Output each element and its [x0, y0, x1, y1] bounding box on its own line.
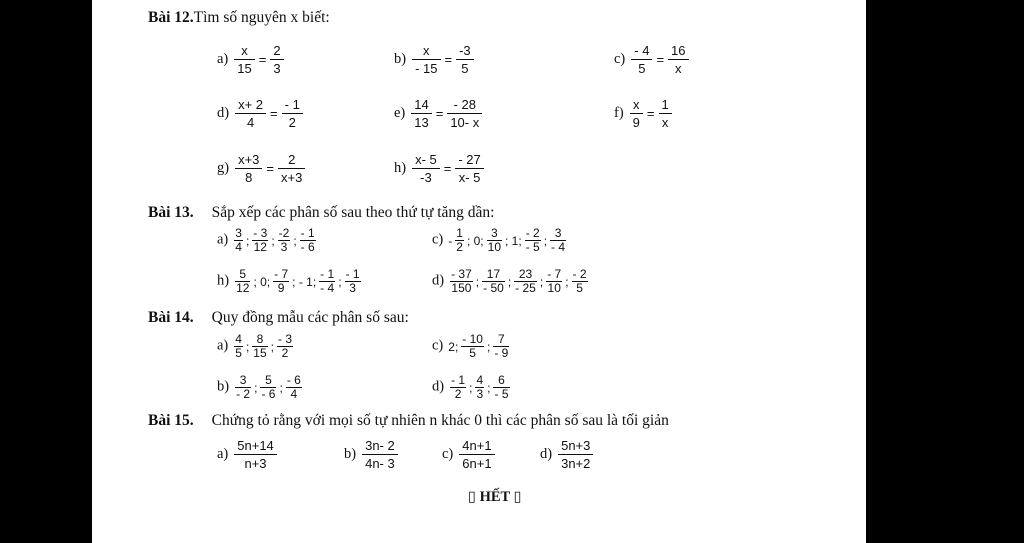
- bai13-title: Bài 13.: [148, 204, 194, 221]
- fraction: $\frac{6}{- 5}$: [494, 373, 509, 401]
- item-label: h): [217, 272, 230, 289]
- fraction: $\frac{x+3}{8}$: [235, 151, 262, 186]
- fraction: $\frac{- 27}{x- 5}$: [455, 151, 483, 186]
- fraction: $\frac{- 1}{2}$: [451, 373, 466, 401]
- fraction: $\frac{3n- 2}{4n- 3}$: [362, 437, 398, 472]
- fraction: $\frac{2}{x+3}$: [278, 151, 305, 186]
- item-label: b): [217, 378, 230, 395]
- bai13-title-line: [148, 204, 494, 222]
- fraction: $\frac{- 2}{5}$: [572, 267, 587, 295]
- bai14-item-d: d) $\frac{- 1}{2}$ ; $\frac{4}{3}$ ; $\frac{6}{- 5}$: [432, 373, 509, 401]
- bai12-item-a: a) $\frac{x}{15}$ = $\frac{2}{3}$: [217, 42, 286, 77]
- bai13-item-d: d) $\frac{- 37}{150}$ ; $\frac{17}{- 50}$ ; $\frac{23}{- 25}$ ; $\frac{- 7}{10}$ ; $\frac{- 2}{5}$: [432, 267, 587, 295]
- fraction: $\frac{- 1}{3}$: [345, 267, 360, 295]
- worksheet-page: [92, 0, 866, 543]
- fraction: $\frac{- 3}{2}$: [278, 332, 293, 360]
- bai15-heading: Chứng tỏ rằng với mọi số tự nhiên n khác 0 thì các phân số sau là tối giản: [211, 412, 669, 429]
- item-label: a): [217, 231, 229, 248]
- bai12-item-d: d) $\frac{x+ 2}{4}$ = $\frac{- 1}{2}$: [217, 96, 305, 131]
- item-label: c): [614, 50, 626, 67]
- fraction: $\frac{23}{- 25}$: [515, 267, 536, 295]
- fraction: $\frac{3}{10}$: [487, 226, 501, 254]
- fraction: $\frac{4n+1}{6n+1}$: [459, 437, 494, 472]
- fraction: $\frac{- 10}{5}$: [462, 332, 483, 360]
- fraction: $\frac{x}{- 15}$: [412, 42, 440, 77]
- item-label: h): [394, 159, 407, 176]
- bai14-item-c: c) 2; $\frac{- 10}{5}$ ; $\frac{7}{- 9}$: [432, 332, 509, 360]
- item-label: a): [217, 445, 229, 462]
- fraction: $\frac{4}{3}$: [476, 373, 484, 401]
- bai12-title: Bài 12.: [148, 9, 194, 26]
- item-label: b): [344, 445, 357, 462]
- bai15-item-d: [540, 437, 595, 472]
- fraction: $\frac{x- 5}{-3}$: [412, 151, 440, 186]
- bai14-title: Bài 14.: [148, 309, 194, 326]
- bai13-item-a: a) $\frac{3}{4}$ ; $\frac{- 3}{12}$ ; $\frac{-2}{3}$ ; $\frac{- 1}{- 6}$: [217, 226, 315, 254]
- fraction: $\frac{5n+3}{3n+2}$: [558, 437, 593, 472]
- bai15-item-b: [344, 437, 400, 472]
- fraction: $\frac{- 1}{2}$: [282, 96, 303, 131]
- fraction: $\frac{7}{- 9}$: [494, 332, 509, 360]
- fraction: $\frac{-2}{3}$: [278, 226, 290, 254]
- bai13-item-b: h) $\frac{5}{12}$ ; 0; $\frac{- 7}{9}$ ; - 1; $\frac{- 1}{- 4}$ ; $\frac{- 1}{3}$: [217, 267, 360, 295]
- fraction: $\frac{3}{4}$: [235, 226, 242, 254]
- fraction: $\frac{- 37}{150}$: [451, 267, 472, 295]
- fraction: $\frac{3}{- 4}$: [551, 226, 566, 254]
- fraction: $\frac{- 2}{- 5}$: [525, 226, 540, 254]
- fraction: $\frac{8}{15}$: [253, 332, 267, 360]
- bai15-title: Bài 15.: [148, 412, 194, 429]
- bai14-item-b: b) $\frac{3}{- 2}$ ; $\frac{5}{- 6}$ ; $\frac{- 6}{4}$: [217, 373, 301, 401]
- fraction: $\frac{x}{15}$: [234, 42, 254, 77]
- bai15-item-a: [217, 437, 279, 472]
- item-label: f): [614, 104, 624, 121]
- fraction: $\frac{16}{x}$: [668, 42, 688, 77]
- fraction: $\frac{5n+14}{n+3}$: [234, 437, 277, 472]
- fraction: $\frac{- 1}{- 4}$: [320, 267, 335, 295]
- item-label: e): [394, 104, 406, 121]
- end-marker: ▯ HẾT ▯: [468, 489, 522, 505]
- fraction: $\frac{2}{3}$: [270, 42, 283, 77]
- bai12-item-f: f) $\frac{x}{9}$ = $\frac{1}{x}$: [614, 96, 674, 131]
- item-label: d): [432, 378, 445, 395]
- item-label: a): [217, 50, 229, 67]
- bai12-item-c: c) $\frac{- 4}{5}$ = $\frac{16}{x}$: [614, 42, 691, 77]
- bai12-title-line: [148, 9, 330, 27]
- item-label: c): [432, 337, 444, 354]
- bai12-item-h: h) $\frac{x- 5}{-3}$ = $\frac{- 27}{x- 5}$: [394, 151, 486, 186]
- item-label: d): [540, 445, 553, 462]
- fraction: $\frac{- 4}{5}$: [631, 42, 652, 77]
- item-label: c): [432, 231, 444, 248]
- item-label: g): [217, 159, 230, 176]
- fraction: $\frac{1}{x}$: [659, 96, 672, 131]
- fraction: $\frac{- 7}{9}$: [274, 267, 289, 295]
- bai13-item-c: c) - $\frac{1}{2}$ ; 0; $\frac{3}{10}$ ; 1; $\frac{- 2}{- 5}$ ; $\frac{3}{- 4}$: [432, 226, 566, 254]
- fraction: $\frac{- 3}{12}$: [253, 226, 268, 254]
- fraction: $\frac{4}{5}$: [235, 332, 242, 360]
- fraction: $\frac{- 1}{- 6}$: [300, 226, 315, 254]
- fraction: $\frac{14}{13}$: [411, 96, 431, 131]
- bai12-item-e: e) $\frac{14}{13}$ = $\frac{- 28}{10- x}$: [394, 96, 484, 131]
- bai14-item-a: a) $\frac{4}{5}$ ; $\frac{8}{15}$ ; $\frac{- 3}{2}$: [217, 332, 293, 360]
- item-label: d): [217, 104, 230, 121]
- fraction: $\frac{1}{2}$: [456, 226, 463, 254]
- fraction: $\frac{5}{12}$: [236, 267, 250, 295]
- bai14-title-line: [148, 309, 409, 327]
- item-label: a): [217, 337, 229, 354]
- fraction: $\frac{- 6}{4}$: [286, 373, 301, 401]
- fraction: $\frac{- 28}{10- x}$: [447, 96, 482, 131]
- fraction: $\frac{x+ 2}{4}$: [235, 96, 266, 131]
- item-label: c): [442, 445, 454, 462]
- fraction: $\frac{3}{- 2}$: [236, 373, 251, 401]
- fraction: $\frac{17}{- 50}$: [483, 267, 504, 295]
- fraction: $\frac{- 7}{10}$: [547, 267, 562, 295]
- fraction: $\frac{-3}{5}$: [456, 42, 474, 77]
- item-label: b): [394, 50, 407, 67]
- bai13-heading: Sắp xếp các phân số sau theo thứ tự tăng dần:: [211, 204, 495, 221]
- bai15-title-line: [148, 412, 669, 430]
- fraction: $\frac{x}{9}$: [630, 96, 643, 131]
- fraction: $\frac{5}{- 6}$: [261, 373, 276, 401]
- bai15-item-c: [442, 437, 497, 472]
- bai14-heading: Quy đồng mẫu các phân số sau:: [211, 309, 409, 326]
- bai12-heading: Tìm số nguyên x biết:: [193, 9, 330, 26]
- bai12-item-b: b) $\frac{x}{- 15}$ = $\frac{-3}{5}$: [394, 42, 476, 77]
- bai12-item-g: g) $\frac{x+3}{8}$ = $\frac{2}{x+3}$: [217, 151, 307, 186]
- item-label: d): [432, 272, 445, 289]
